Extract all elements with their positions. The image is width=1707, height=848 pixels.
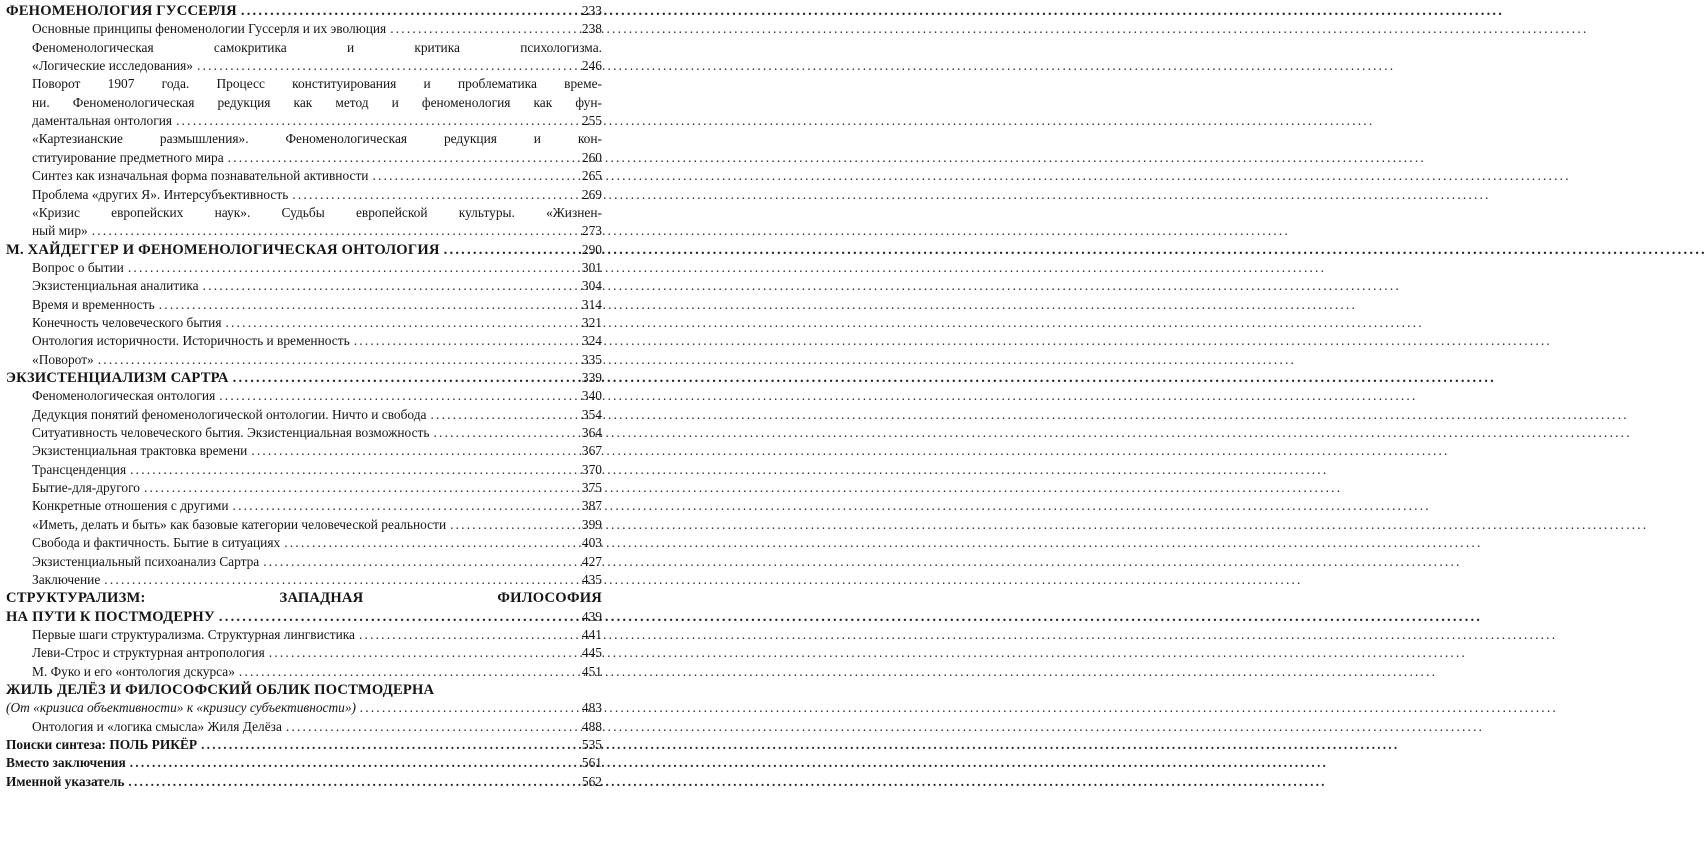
toc-page-number: 427 — [581, 553, 602, 569]
toc-page-number: 304 — [581, 278, 602, 294]
toc-page-number: 265 — [581, 168, 602, 184]
toc-entry-text: Синтез как изначальная форма познавательной активности — [32, 168, 369, 184]
toc-entry-text: Дедукция понятий феноменологической онтологии. Ничто и свобода — [32, 406, 427, 422]
toc-page-number: 375 — [581, 480, 602, 496]
toc-entry-text: «Поворот» — [32, 351, 94, 367]
dot-leader — [233, 369, 561, 387]
toc-entry-text: Конкретные отношения с другими — [32, 498, 229, 514]
dot-leader — [92, 222, 561, 240]
toc-page-number: 301 — [581, 259, 602, 275]
dot-leader — [98, 351, 561, 369]
dot-leader — [433, 424, 561, 442]
dot-leader — [176, 112, 561, 130]
dot-leader — [239, 663, 561, 681]
toc-entry-text: Онтология историчности. Историчность и временность — [32, 333, 350, 349]
dot-leader — [104, 571, 561, 589]
toc-entry-text: ЭКЗИСТЕНЦИАЛИЗМ САРТРА — [6, 370, 229, 386]
toc-entry-text: Именной указатель — [6, 773, 125, 789]
dot-leader — [219, 608, 561, 626]
dot-leader — [228, 149, 561, 167]
dot-leader — [203, 277, 561, 295]
dot-leader — [292, 186, 561, 204]
toc-page-number: 255 — [581, 113, 602, 129]
toc-page-number: 321 — [581, 314, 602, 330]
toc-entry-text: «Логические исследования» — [32, 58, 194, 74]
table-of-contents — [0, 0, 608, 848]
toc-entry-text: ФЕНОМЕНОЛОГИЯ ГУССЕРЛЯ — [6, 3, 237, 19]
toc-entry-text: ни. Феноменологическая редукция как метод и феноменология как фун- — [32, 94, 602, 110]
toc-entry-text: Бытие-для-другого — [32, 480, 140, 496]
dot-leader — [241, 2, 561, 20]
toc-page-number: 233 — [581, 3, 602, 18]
toc-page-number: 364 — [581, 425, 602, 441]
toc-entry-text: Феноменологическая онтология — [32, 388, 216, 404]
toc-page-number: 435 — [581, 571, 602, 587]
toc-entry-text: ный мир» — [32, 223, 88, 239]
toc-page-number: 260 — [581, 149, 602, 165]
toc-page-number: 488 — [581, 718, 602, 734]
toc-entry-text: М. Фуко и его «онтология дскурса» — [32, 663, 235, 679]
toc-page-number: 340 — [581, 388, 602, 404]
toc-entry-text: Ситуативность человеческого бытия. Экзистенциальная возможность — [32, 425, 430, 441]
toc-entry-text: (От «кризиса объективности» к «кризису субъективности») — [6, 700, 357, 716]
toc-entry-text: Конечность человеческого бытия — [32, 314, 222, 330]
dot-leader — [444, 241, 561, 259]
toc-entry-text: «Кризис европейских наук». Судьбы европейской культуры. «Жизнен- — [32, 204, 602, 220]
toc-page-number: 290 — [581, 241, 602, 257]
toc-entry-text: Экзистенциальная аналитика — [32, 278, 199, 294]
dot-leader — [130, 754, 561, 772]
toc-page-number: 483 — [581, 700, 602, 716]
toc-entry-text: СТРУКТУРАЛИЗМ: ЗАПАДНАЯ ФИЛОСОФИЯ — [6, 590, 602, 607]
toc-page-number: 562 — [581, 773, 602, 789]
toc-page-number: 269 — [581, 186, 602, 202]
toc-page-number: 335 — [581, 351, 602, 367]
toc-entry-text: Проблема «других Я». Интерсубъективность — [32, 186, 289, 202]
toc-entry-text: ЖИЛЬ ДЕЛЁЗ И ФИЛОСОФСКИЙ ОБЛИК ПОСТМОДЕРНА — [6, 681, 435, 698]
toc-entry-text: Поиски синтеза: ПОЛЬ РИКЁР — [6, 737, 198, 752]
dot-leader — [128, 773, 561, 791]
toc-page-number: 370 — [581, 461, 602, 477]
toc-page-number: 314 — [581, 296, 602, 312]
toc-page-number: 367 — [581, 443, 602, 459]
toc-page-number: 273 — [581, 223, 602, 239]
toc-page-number: 535 — [581, 737, 602, 752]
dot-leader — [284, 534, 561, 552]
toc-entry-text: Экзистенциальная трактовка времени — [32, 443, 248, 459]
toc-entry-text: Вместо заключения — [6, 755, 126, 771]
toc-page-number: 324 — [581, 333, 602, 349]
toc-entry-text: Поворот 1907 года. Процесс конституирования и проблематика време- — [32, 76, 602, 92]
dot-leader — [359, 626, 561, 644]
dot-leader — [286, 718, 561, 736]
toc-page-number: 445 — [581, 645, 602, 661]
dot-leader — [390, 20, 561, 38]
toc-entry-text: Вопрос о бытии — [32, 259, 124, 275]
toc-entry-text: НА ПУТИ К ПОСТМОДЕРНУ — [6, 608, 215, 625]
toc-entry-text: Свобода и фактичность. Бытие в ситуациях — [32, 535, 281, 551]
toc-page-number: 451 — [581, 663, 602, 679]
toc-entry-text: Трансценденция — [32, 461, 127, 477]
dot-leader — [233, 497, 561, 515]
dot-leader — [251, 442, 561, 460]
dot-leader — [144, 479, 561, 497]
toc-entry-text: Время и временность — [32, 296, 155, 312]
dot-leader — [431, 406, 562, 424]
dot-leader — [219, 387, 561, 405]
toc-entry-text: Заключение — [32, 571, 101, 587]
toc-entry-text: Леви-Строс и структурная антропология — [32, 645, 265, 661]
toc-entry-text: даментальная онтология — [32, 113, 173, 129]
dot-leader — [450, 516, 561, 534]
toc-page-number: 387 — [581, 498, 602, 514]
toc-page-number: 399 — [581, 516, 602, 532]
toc-page-number: 354 — [581, 406, 602, 422]
toc-entry-text: Основные принципы феноменологии Гуссерля и их эволюция — [32, 21, 387, 37]
toc-entry-text: М. ХАЙДЕГГЕР И ФЕНОМЕНОЛОГИЧЕСКАЯ ОНТОЛОГИЯ — [6, 241, 440, 258]
toc-entry-text: «Иметь, делать и быть» как базовые категории человеческой реальности — [32, 516, 447, 532]
toc-page-number: 441 — [581, 626, 602, 642]
toc-entry-text: Экзистенциальный психоанализ Сартра — [32, 553, 260, 569]
dot-leader — [197, 57, 561, 75]
dot-leader — [360, 699, 561, 717]
dot-leader — [159, 296, 561, 314]
dot-leader — [128, 259, 561, 277]
toc-page-number: 561 — [581, 755, 602, 771]
toc-entry-text: Феноменологическая самокритика и критика психологизма. — [32, 39, 602, 55]
dot-leader — [263, 553, 561, 571]
toc-entry-text: «Картезианские размышления». Феноменологическая редукция и кон- — [32, 131, 602, 147]
dot-leader — [130, 461, 561, 479]
dot-leader — [354, 332, 561, 350]
dot-leader — [269, 644, 561, 662]
dot-leader — [226, 314, 562, 332]
toc-page-number: 246 — [581, 58, 602, 74]
toc-page-number: 403 — [581, 535, 602, 551]
toc-page-number: 238 — [581, 21, 602, 37]
toc-entry-text: Первые шаги структурализма. Структурная лингвистика — [32, 626, 355, 642]
toc-entry-text: ституирование предметного мира — [32, 149, 224, 165]
dot-leader — [372, 167, 561, 185]
toc-page-number: 339 — [581, 370, 602, 385]
toc-page-number: 439 — [581, 608, 602, 624]
dot-leader — [201, 736, 561, 754]
toc-entry-text: Онтология и «логика смысла» Жиля Делёза — [32, 718, 282, 734]
